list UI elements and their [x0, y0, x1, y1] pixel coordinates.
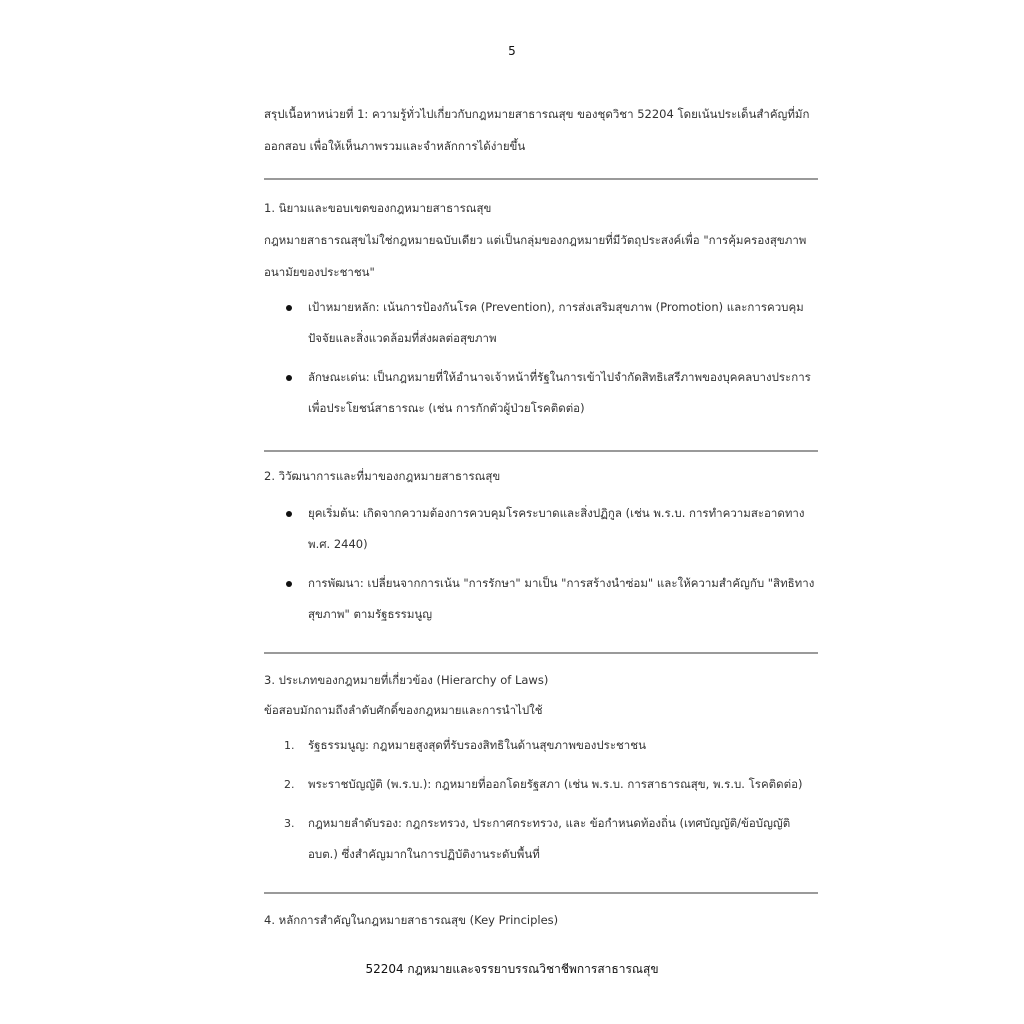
bullet-list	[264, 292, 820, 424]
section-2	[264, 466, 820, 630]
list-item: ยุคเริ่มต้น: เกิดจากความต้องการควบคุมโรคระบาดและสิ่งปฏิกูล (เช่น พ.ร.บ. การทำความสะอาดทาง พ.ศ. 2440)	[264, 498, 820, 560]
document-body	[264, 98, 820, 930]
list-number: 3.	[284, 817, 295, 830]
list-number: 2.	[284, 778, 295, 791]
bullet-icon	[286, 305, 292, 311]
section-paragraph: กฎหมายสาธารณสุขไม่ใช่กฎหมายฉบับเดียว แต่เป็นกลุ่มของกฎหมายที่มีวัตถุประสงค์เพื่อ "การคุ้มครองสุขภาพอนามัยของประชาชน"	[264, 233, 807, 279]
list-item: 2. พระราชบัญญัติ (พ.ร.บ.): กฎหมายที่ออกโดยรัฐสภา (เช่น พ.ร.บ. การสาธารณสุข, พ.ร.บ. โรคติดต่อ)	[264, 769, 820, 800]
section-paragraph: ข้อสอบมักถามถึงลำดับศักดิ์ของกฎหมายและการนำไปใช้	[264, 703, 543, 717]
numbered-list	[264, 730, 820, 870]
bullet-icon	[286, 581, 292, 587]
intro-paragraph: สรุปเนื้อหาหน่วยที่ 1: ความรู้ทั่วไปเกี่ยวกับกฎหมายสาธารณสุข ของชุดวิชา 52204 โดยเน้นประเด็นสำคัญที่มักออกสอบ เพื่อให้เห็นภาพรวมและจำหลักการได้ง่ายขึ้น	[264, 107, 810, 153]
bullet-icon	[286, 375, 292, 381]
section-title: 2. วิวัฒนาการและที่มาของกฎหมายสาธารณสุข	[264, 469, 501, 483]
list-item: 3. กฎหมายลำดับรอง: กฎกระทรวง, ประกาศกระทรวง, และ ข้อกำหนดท้องถิ่น (เทศบัญญัติ/ข้อบัญญัติ อบต.) ซึ่งสำคัญมากในการปฏิบัติงานระดับพื้นที่	[264, 808, 820, 870]
section-4	[264, 910, 820, 930]
page-footer: 52204 กฎหมายและจรรยาบรรณวิชาชีพการสาธารณสุข	[365, 962, 659, 976]
section-divider	[264, 892, 818, 894]
section-3	[264, 670, 820, 870]
section-divider	[264, 652, 818, 654]
section-divider	[264, 178, 818, 180]
bullet-icon	[286, 511, 292, 517]
list-item: ลักษณะเด่น: เป็นกฎหมายที่ให้อำนาจเจ้าหน้าที่รัฐในการเข้าไปจำกัดสิทธิเสรีภาพของบุคคลบางประการ เพื่อประโยชน์สาธารณะ (เช่น การกักตัวผู้ป่วยโรคติดต่อ)	[264, 362, 820, 424]
page-number: 5	[508, 44, 516, 58]
section-divider	[264, 450, 818, 452]
section-title: 1. นิยามและขอบเขตของกฎหมายสาธารณสุข	[264, 201, 492, 215]
section-1	[264, 198, 820, 424]
list-item: 1. รัฐธรรมนูญ: กฎหมายสูงสุดที่รับรองสิทธิในด้านสุขภาพของประชาชน	[264, 730, 820, 761]
section-title: 3. ประเภทของกฎหมายที่เกี่ยวข้อง (Hierarchy of Laws)	[264, 673, 549, 687]
list-item: การพัฒนา: เปลี่ยนจากการเน้น "การรักษา" มาเป็น "การสร้างนำซ่อม" และให้ความสำคัญกับ "สิทธิทางสุขภาพ" ตามรัฐธรรมนูญ	[264, 568, 820, 630]
bullet-list	[264, 498, 820, 630]
section-title: 4. หลักการสำคัญในกฎหมายสาธารณสุข (Key Principles)	[264, 913, 559, 927]
list-item: เป้าหมายหลัก: เน้นการป้องกันโรค (Prevention), การส่งเสริมสุขภาพ (Promotion) และการควบคุมปัจจัยและสิ่งแวดล้อมที่ส่งผลต่อสุขภาพ	[264, 292, 820, 354]
list-number: 1.	[284, 739, 295, 752]
